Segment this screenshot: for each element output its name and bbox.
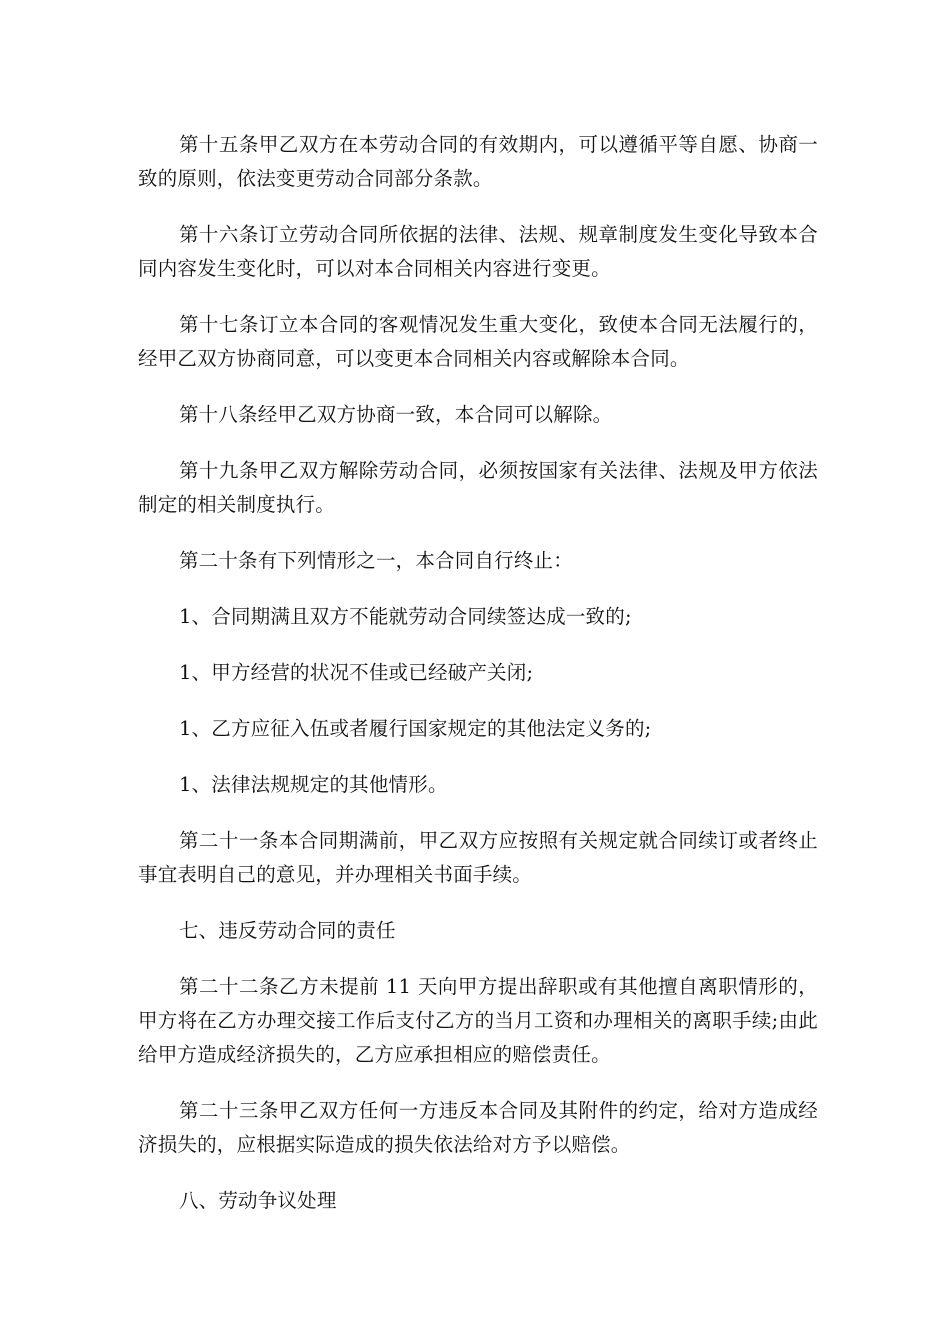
paragraph-article-15: 第十五条甲乙双方在本劳动合同的有效期内，可以遵循平等自愿、协商一致的原则，依法变更劳动合同部分条款。 xyxy=(138,133,818,190)
paragraph-article-17: 第十七条订立本合同的客观情况发生重大变化，致使本合同无法履行的，经甲乙双方协商同意，可以变更本合同相关内容或解除本合同。 xyxy=(138,313,818,370)
list-item-termination-1: 1、合同期满且双方不能就劳动合同续签达成一致的; xyxy=(178,605,632,628)
paragraph-article-18: 第十八条经甲乙双方协商一致，本合同可以解除。 xyxy=(178,403,613,426)
list-item-termination-3: 1、乙方应征入伍或者履行国家规定的其他法定义务的; xyxy=(178,717,652,740)
section-heading-dispute: 八、劳动争议处理 xyxy=(178,1189,337,1212)
paragraph-article-20: 第二十条有下列情形之一，本合同自行终止： xyxy=(178,549,573,572)
paragraph-article-22: 第二十二条乙方未提前 11 天向甲方提出辞职或有其他擅自离职情形的，甲方将在乙方办理交接工作后支付乙方的当月工资和办理相关的离职手续;由此给甲方造成经济损失的，乙方应承担相应的赔偿责任。 xyxy=(138,975,818,1066)
document-body xyxy=(138,128,818,1240)
paragraph-article-23: 第二十三条甲乙双方任何一方违反本合同及其附件的约定，给对方造成经济损失的，应根据实际造成的损失依法给对方予以赔偿。 xyxy=(138,1099,818,1156)
list-item-termination-4: 1、法律法规规定的其他情形。 xyxy=(178,773,448,796)
paragraph-article-19: 第十九条甲乙双方解除劳动合同，必须按国家有关法律、法规及甲方依法制定的相关制度执行。 xyxy=(138,459,818,516)
paragraph-article-21: 第二十一条本合同期满前，甲乙双方应按照有关规定就合同续订或者终止事宜表明自己的意见，并办理相关书面手续。 xyxy=(138,829,818,886)
section-heading-breach: 七、违反劳动合同的责任 xyxy=(178,919,396,942)
list-item-termination-2: 1、甲方经营的状况不佳或已经破产关闭; xyxy=(178,661,534,684)
paragraph-article-16: 第十六条订立劳动合同所依据的法律、法规、规章制度发生变化导致本合同内容发生变化时，可以对本合同相关内容进行变更。 xyxy=(138,223,818,280)
